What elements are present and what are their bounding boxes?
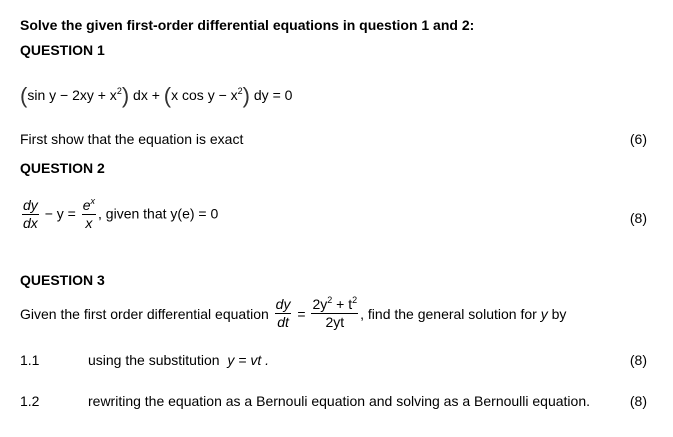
question-2-title: QUESTION 2 [20, 160, 105, 176]
fraction-rhs [311, 297, 358, 331]
exponent: x [90, 196, 96, 206]
frac-denominator: 2yt [325, 314, 345, 331]
fraction-ex-x [82, 198, 96, 232]
item-1-2-marks: (8) [629, 393, 647, 409]
frac-numerator: dy [22, 198, 39, 215]
frac-denominator: dt [277, 314, 289, 331]
term-2y2: 2y [312, 296, 328, 312]
exponent: 2 [237, 86, 243, 96]
frac-numerator [311, 297, 358, 314]
minus-y: − y = [44, 205, 76, 222]
exponent: 2 [352, 295, 358, 305]
item-1-2-text: rewriting the equation as a Bernouli equation and solving as a Bernoulli equation. [88, 393, 591, 409]
condition-text: , given that [98, 205, 167, 222]
question-3-statement [20, 297, 566, 331]
eq-part-b: dx + [133, 87, 164, 103]
question-2-equation [20, 198, 218, 232]
outro-variable: y [540, 305, 548, 322]
base: e [82, 197, 91, 213]
term-t2: + t [332, 296, 353, 312]
item-1-1-number: 1.1 [20, 352, 40, 368]
question-1-marks: (6) [629, 131, 647, 147]
frac-denominator: dx [23, 215, 38, 232]
item-text: using the substitution [88, 352, 220, 368]
question-3-title: QUESTION 3 [20, 272, 105, 288]
eq-part-d: dy = 0 [253, 87, 293, 103]
close-paren: ) [121, 83, 130, 108]
frac-numerator: dy [275, 297, 292, 314]
intro-text: Given the first order differential equation [20, 305, 269, 322]
open-paren: ( [20, 83, 28, 108]
outro-text-b: by [551, 305, 567, 322]
fraction-dy-dt [275, 297, 292, 331]
exponent: 2 [116, 86, 122, 96]
fraction-dy-dx [22, 198, 39, 232]
close-paren: ) [242, 83, 250, 108]
item-1-1-text [88, 352, 269, 368]
page-heading: Solve the given first-order differential equations in question 1 and 2: [20, 17, 475, 33]
outro-text-a: , find the general solution for [360, 305, 537, 322]
open-paren: ( [163, 83, 172, 108]
question-1-equation [20, 80, 292, 106]
eq-part-a: sin y − 2xy + x [27, 87, 117, 103]
question-1-instruction: First show that the equation is exact [20, 131, 244, 147]
condition-math: y(e) = 0 [170, 205, 219, 222]
question-2-marks: (8) [629, 210, 647, 226]
question-1-title: QUESTION 1 [20, 42, 105, 58]
frac-numerator [82, 198, 96, 215]
exponent: 2 [327, 295, 333, 305]
item-math: y = vt . [227, 352, 270, 368]
item-1-2-number: 1.2 [20, 393, 40, 409]
equals-sign: = [297, 305, 306, 322]
eq-part-c: x cos y − x [171, 87, 238, 103]
item-1-1-marks: (8) [629, 352, 647, 368]
frac-denominator: x [85, 215, 93, 232]
